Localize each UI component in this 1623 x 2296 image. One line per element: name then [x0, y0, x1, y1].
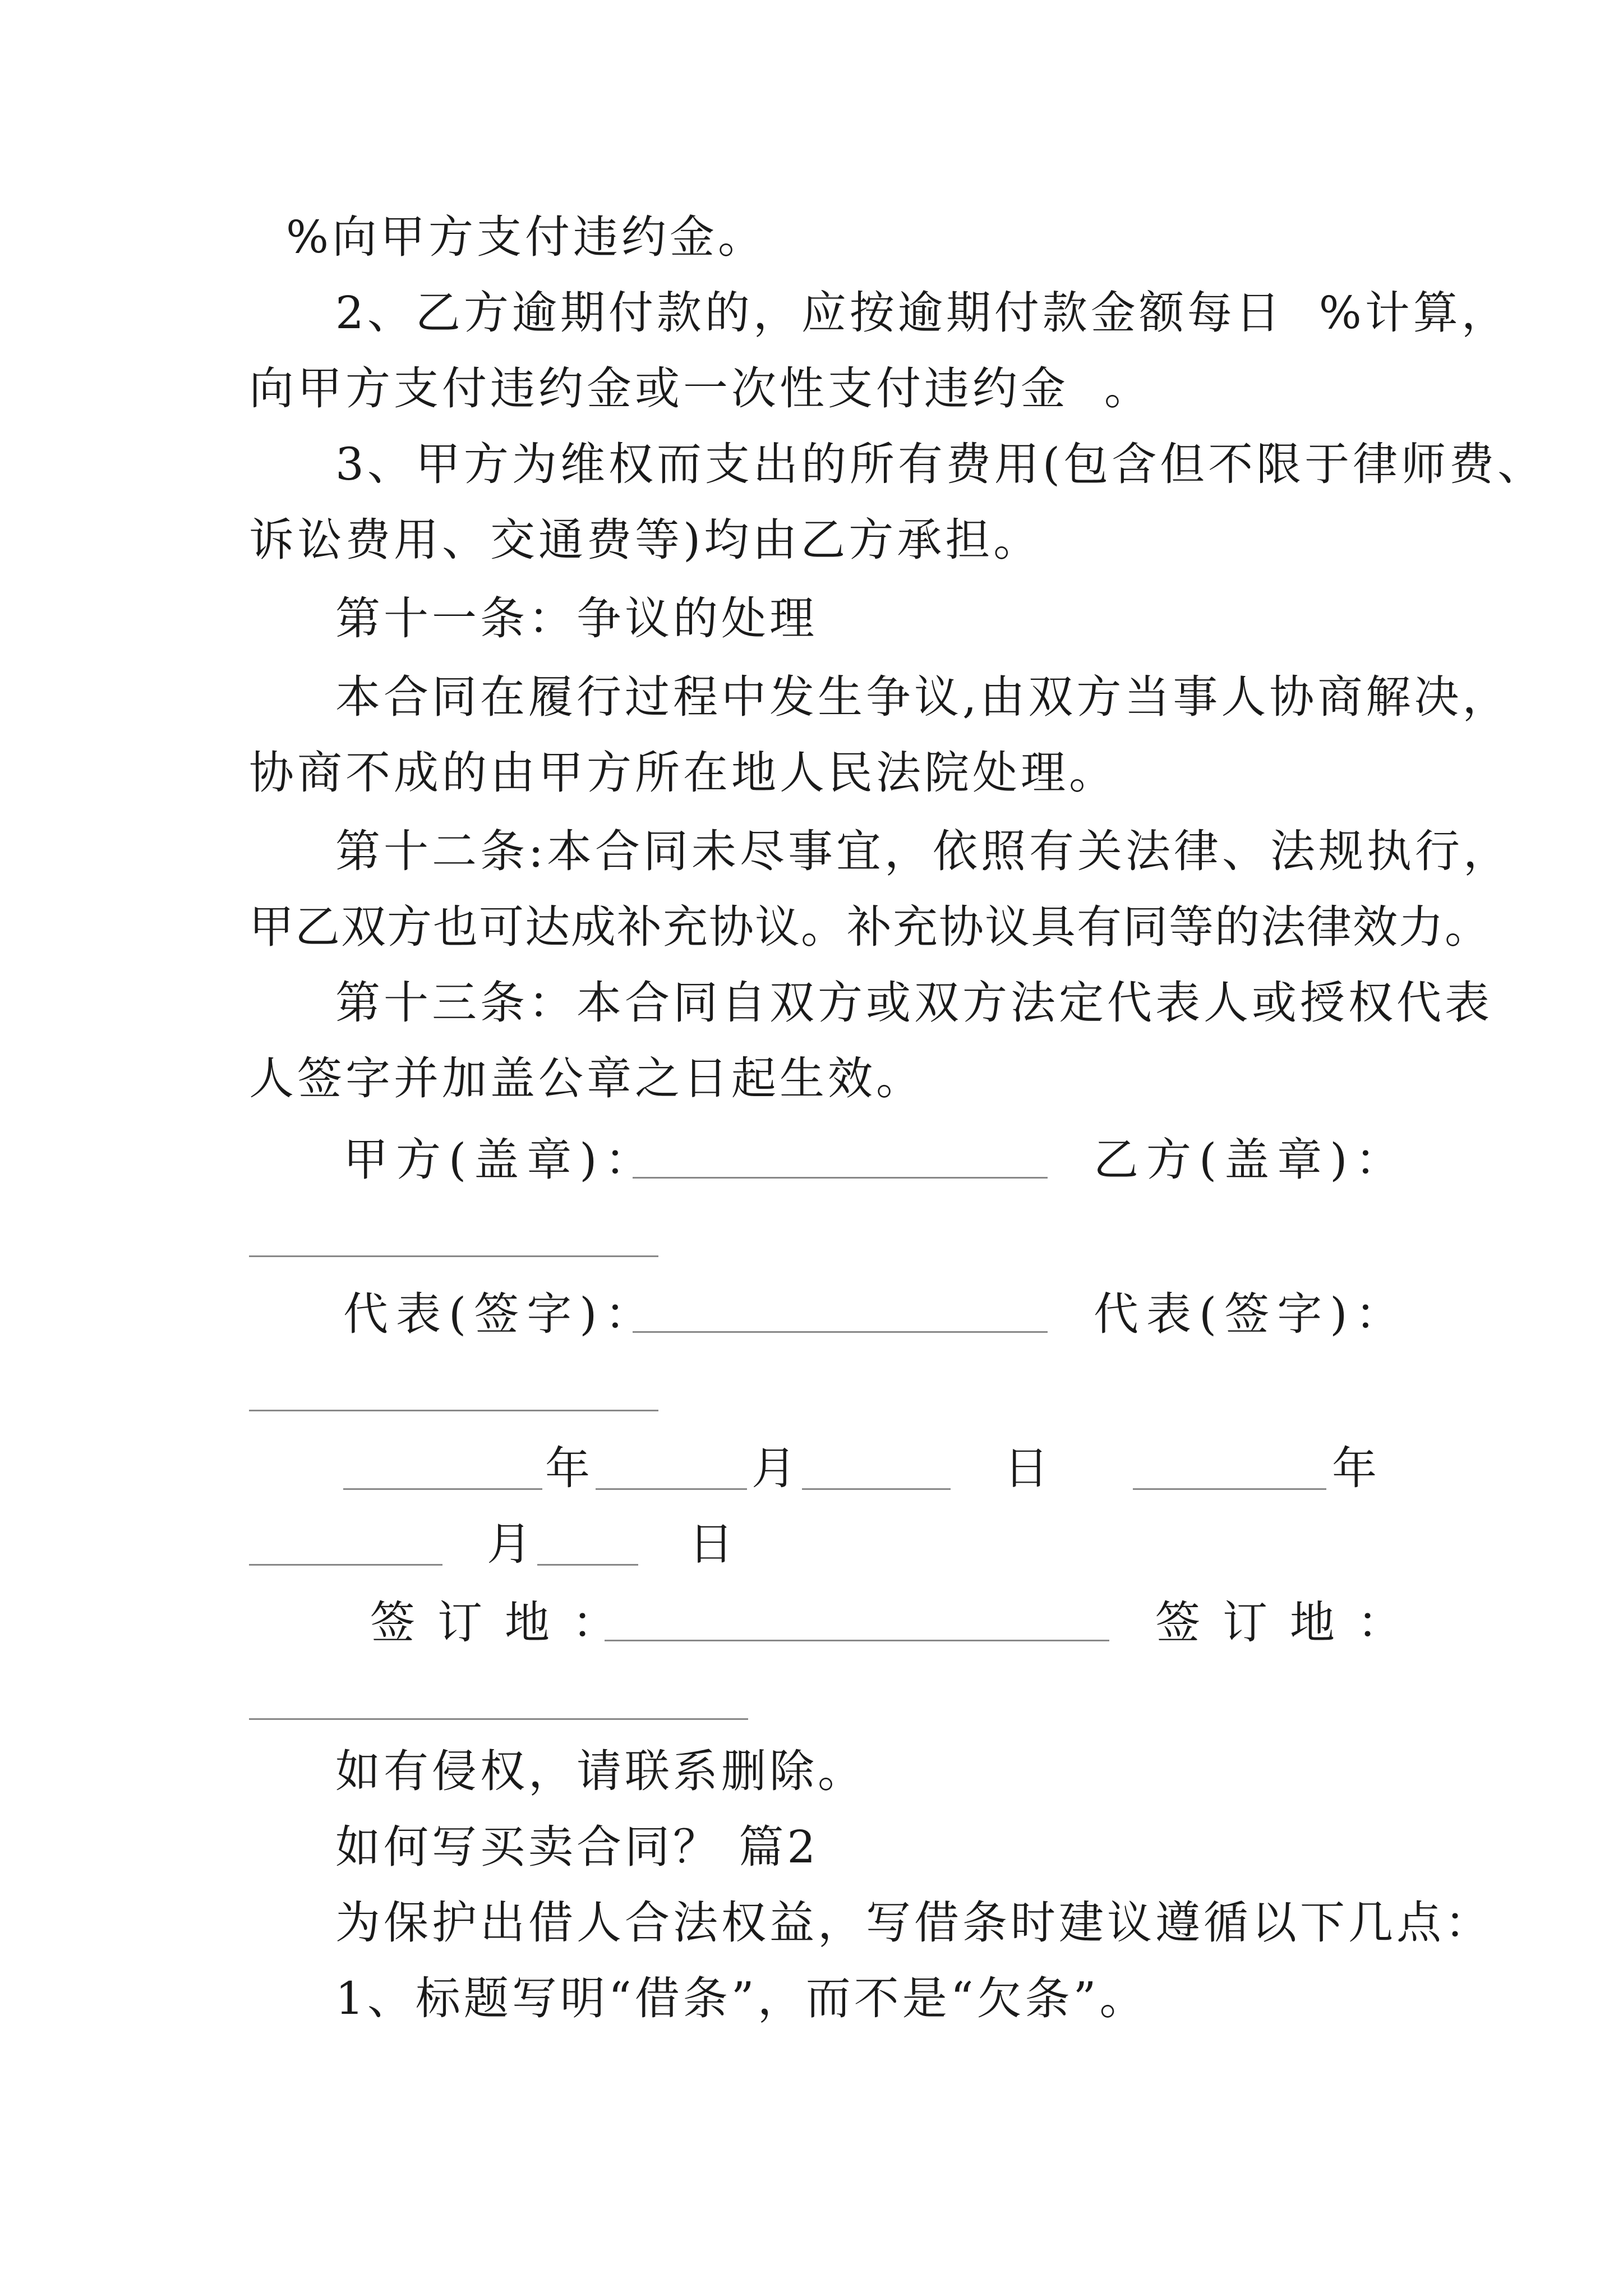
party-b-seal-blank — [249, 1255, 658, 1257]
date-b-day-label: 日 — [689, 1518, 737, 1570]
next-section-title: 如何写买卖合同？ 篇2 — [335, 1821, 819, 1873]
paragraph-clause-3-line2: 诉讼费用、交通费等)均由乙方承担。 — [249, 514, 1042, 566]
place-a-blank — [605, 1640, 1109, 1641]
article-12-line2: 甲乙双方也可达成补充协议。补充协议具有同等的法律效力。 — [249, 901, 1491, 953]
date-a-day-blank — [802, 1488, 951, 1490]
article-11-line2: 协商不成的由甲方所在地人民法院处理。 — [249, 747, 1117, 799]
date-a-day-label: 日 — [1004, 1442, 1052, 1494]
party-b-seal-label: 乙方(盖章)： — [1094, 1134, 1408, 1186]
article-11-title: 第十一条：争议的处理 — [335, 592, 818, 645]
article-12-line1: 第十二条:本合同未尽事宜，依照有关法律、法规执行， — [335, 825, 1511, 877]
article-13-line2: 人签字并加盖公章之日起生效。 — [249, 1052, 924, 1105]
date-b-day-blank — [537, 1564, 638, 1566]
advice-intro: 为保护出借人合法权益，写借条时建议遵循以下几点： — [335, 1897, 1493, 1949]
rep-a-label: 代表(签字)： — [343, 1288, 658, 1340]
place-b-label: 签订地： — [1155, 1596, 1424, 1649]
rep-b-blank — [249, 1410, 658, 1411]
place-b-blank — [249, 1718, 748, 1720]
place-a-label: 签订地： — [370, 1596, 639, 1649]
rep-a-blank — [633, 1331, 1048, 1333]
date-a-year-label: 年 — [545, 1442, 593, 1494]
party-a-seal-blank — [633, 1177, 1048, 1179]
rep-b-label: 代表(签字)： — [1094, 1288, 1408, 1340]
date-b-month-blank — [249, 1564, 442, 1566]
date-b-year-label: 年 — [1332, 1442, 1380, 1494]
paragraph-clause-3-line1: 3、甲方为维权而支出的所有费用(包含但不限于律师费、 — [335, 438, 1546, 490]
article-13-line1: 第十三条：本合同自双方或双方法定代表人或授权代表 — [335, 977, 1493, 1029]
party-a-seal-label: 甲方(盖章)： — [343, 1134, 658, 1186]
article-11-line1: 本合同在履行过程中发生争议,由双方当事人协商解决， — [335, 671, 1511, 723]
date-b-month-label: 月 — [487, 1518, 535, 1570]
date-a-month-blank — [596, 1488, 747, 1490]
paragraph-clause-2-line1: 2、乙方逾期付款的，应按逾期付款金额每日 %计算， — [335, 287, 1510, 339]
paragraph-clause-2-line2: 向甲方支付违约金或一次性支付违约金 。 — [249, 362, 1152, 415]
copyright-notice: 如有侵权，请联系删除。 — [335, 1745, 866, 1797]
advice-point-1: 1、标题写明“借条”，而不是“欠条”。 — [335, 1972, 1148, 2024]
date-a-year-blank — [343, 1488, 542, 1490]
date-b-year-blank — [1133, 1488, 1326, 1490]
paragraph-penalty-end: %向甲方支付违约金。 — [286, 211, 767, 263]
date-a-month-label: 月 — [751, 1442, 800, 1494]
